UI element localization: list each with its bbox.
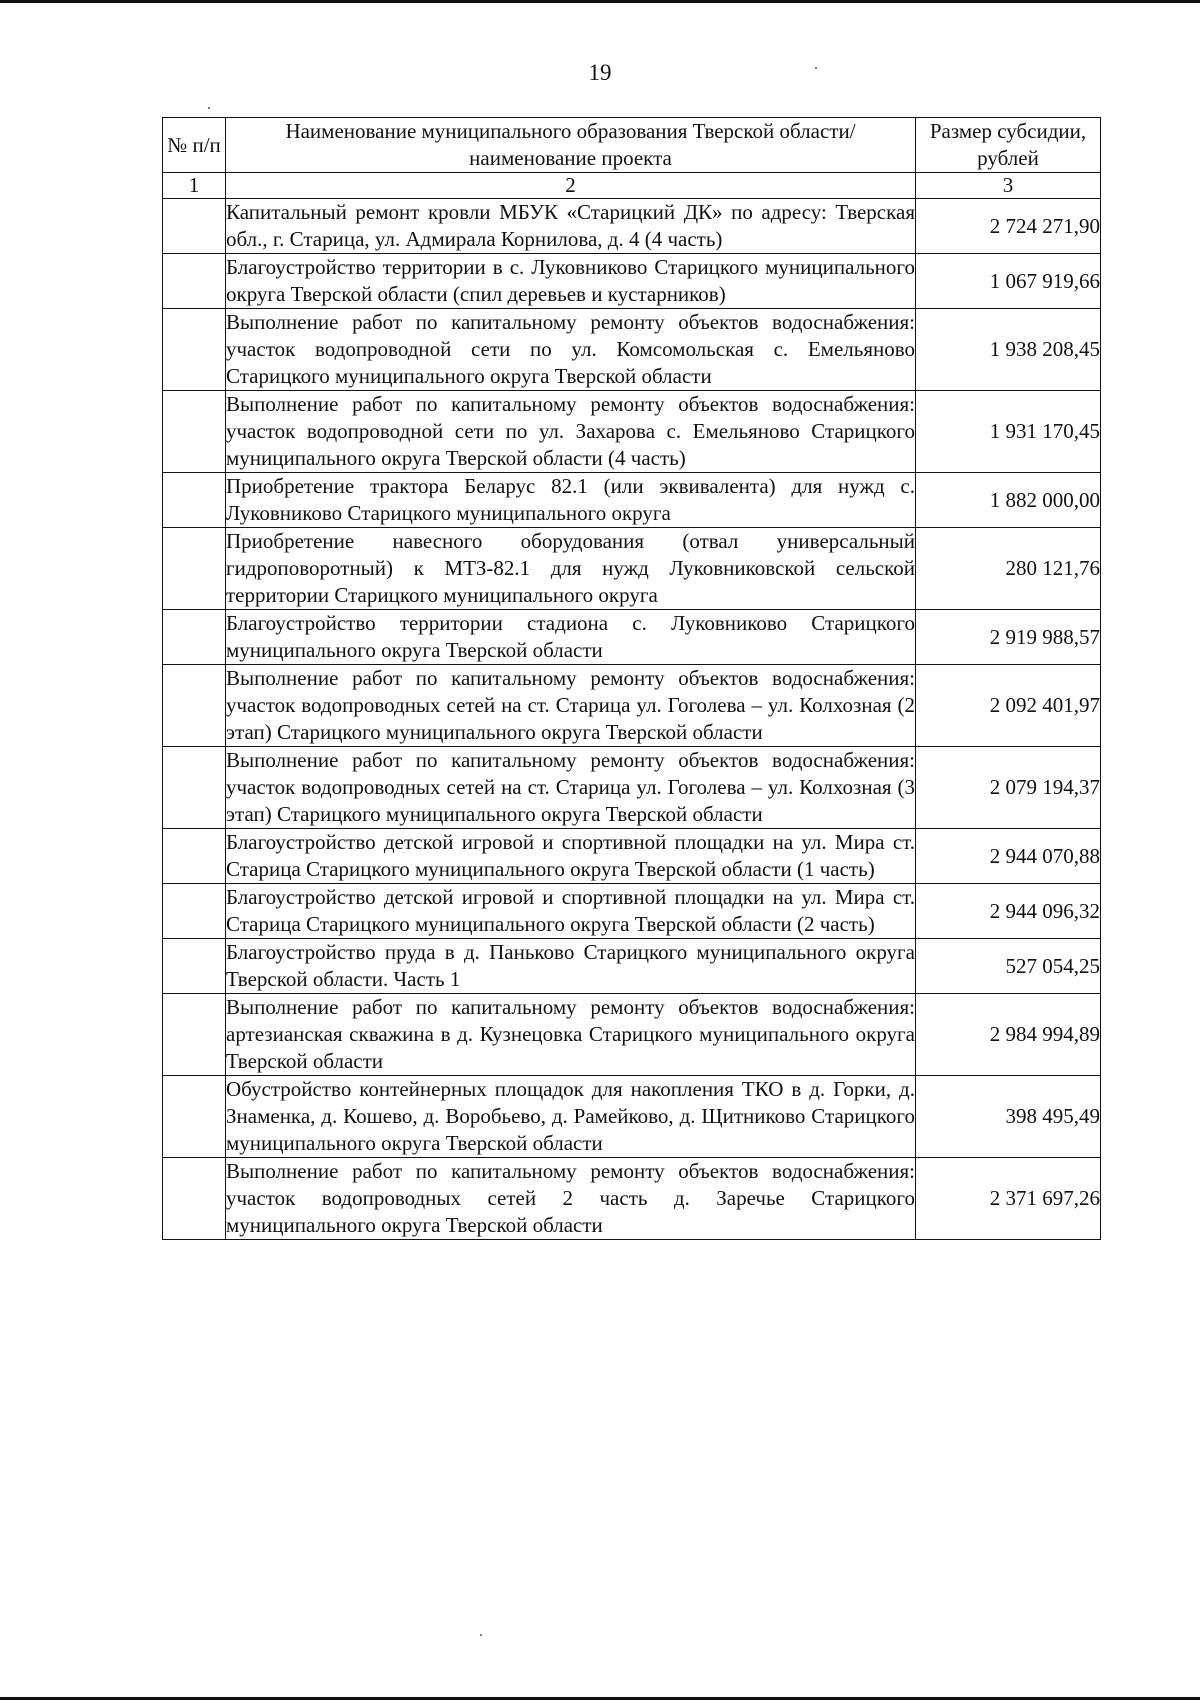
row-number (163, 254, 226, 309)
table-header-row (163, 118, 1101, 173)
row-number (163, 309, 226, 391)
table-row (163, 829, 1101, 884)
row-number (163, 391, 226, 473)
row-number (163, 829, 226, 884)
column-index-row (163, 173, 1101, 199)
column-index: 3 (916, 173, 1101, 199)
header-sum: Размер субсидии, рублей (916, 118, 1101, 173)
table-row (163, 610, 1101, 665)
row-number (163, 528, 226, 610)
project-name: Выполнение работ по капитальному ремонту объектов водоснабжения: артезианская скважина в д. Кузнецовка Старицкого муниципального округа Тверской области (226, 994, 916, 1076)
subsidy-amount: 1 931 170,45 (916, 391, 1101, 473)
table-row (163, 309, 1101, 391)
project-name: Выполнение работ по капитальному ремонту объектов водоснабжения: участок водопроводных сетей на ст. Старица ул. Гоголева – ул. Колхозная (3 этап) Старицкого муниципального округа Тверской области (226, 747, 916, 829)
column-index: 1 (163, 173, 226, 199)
row-number (163, 1158, 226, 1240)
page-border-bottom (0, 1697, 1200, 1700)
subsidy-amount: 1 067 919,66 (916, 254, 1101, 309)
subsidy-amount: 527 054,25 (916, 939, 1101, 994)
project-name: Обустройство контейнерных площадок для накопления ТКО в д. Горки, д. Знаменка, д. Кошево, д. Воробьево, д. Рамейково, д. Щитниково Старицкого муниципального округа Тверской области (226, 1076, 916, 1158)
row-number (163, 665, 226, 747)
scan-speck (480, 1634, 482, 1636)
subsidy-amount: 1 938 208,45 (916, 309, 1101, 391)
project-name: Благоустройство детской игровой и спортивной площадки на ул. Мира ст. Старица Старицкого муниципального округа Тверской области (1 часть) (226, 829, 916, 884)
table-row (163, 939, 1101, 994)
table-row (163, 199, 1101, 254)
subsidy-amount: 398 495,49 (916, 1076, 1101, 1158)
project-name: Капитальный ремонт кровли МБУК «Старицкий ДК» по адресу: Тверская обл., г. Старица, ул. Адмирала Корнилова, д. 4 (4 часть) (226, 199, 916, 254)
table-row (163, 1158, 1101, 1240)
project-name: Выполнение работ по капитальному ремонту объектов водоснабжения: участок водопроводных сетей на ст. Старица ул. Гоголева – ул. Колхозная (2 этап) Старицкого муниципального округа Тверской области (226, 665, 916, 747)
subsidy-amount: 1 882 000,00 (916, 473, 1101, 528)
table-row (163, 884, 1101, 939)
table-row (163, 747, 1101, 829)
subsidy-amount: 2 092 401,97 (916, 665, 1101, 747)
subsidy-amount: 2 944 096,32 (916, 884, 1101, 939)
header-name: Наименование муниципального образования Тверской области/наименование проекта (226, 118, 916, 173)
subsidy-amount: 2 079 194,37 (916, 747, 1101, 829)
project-name: Благоустройство территории в с. Луковниково Старицкого муниципального округа Тверской области (спил деревьев и кустарников) (226, 254, 916, 309)
subsidy-amount: 2 371 697,26 (916, 1158, 1101, 1240)
table-row (163, 391, 1101, 473)
subsidy-amount: 2 919 988,57 (916, 610, 1101, 665)
row-number (163, 939, 226, 994)
table-row (163, 665, 1101, 747)
row-number (163, 884, 226, 939)
project-name: Выполнение работ по капитальному ремонту объектов водоснабжения: участок водопроводных сетей 2 часть д. Заречье Старицкого муниципального округа Тверской области (226, 1158, 916, 1240)
row-number (163, 994, 226, 1076)
page-number: 19 (588, 60, 612, 85)
page-border-top (0, 0, 1200, 3)
table-row (163, 1076, 1101, 1158)
header-number: № п/п (163, 118, 226, 173)
column-index: 2 (226, 173, 916, 199)
subsidy-amount: 2 984 994,89 (916, 994, 1101, 1076)
scan-speck (815, 67, 817, 69)
project-name: Выполнение работ по капитальному ремонту объектов водоснабжения: участок водопроводной сети по ул. Комсомольская с. Емельяново Старицкого муниципального округа Тверской области (226, 309, 916, 391)
row-number (163, 199, 226, 254)
row-number (163, 747, 226, 829)
row-number (163, 610, 226, 665)
subsidy-amount: 2 944 070,88 (916, 829, 1101, 884)
project-name: Благоустройство территории стадиона с. Луковниково Старицкого муниципального округа Тверской области (226, 610, 916, 665)
table-row (163, 473, 1101, 528)
project-name: Благоустройство пруда в д. Паньково Старицкого муниципального округа Тверской области. Часть 1 (226, 939, 916, 994)
row-number (163, 1076, 226, 1158)
row-number (163, 473, 226, 528)
project-name: Приобретение трактора Беларус 82.1 (или эквивалента) для нужд с. Луковниково Старицкого муниципального округа (226, 473, 916, 528)
table-row (163, 994, 1101, 1076)
project-name: Приобретение навесного оборудования (отвал универсальный гидроповоротный) к МТЗ-82.1 для нужд Луковниковской сельской территории Старицкого муниципального округа (226, 528, 916, 610)
subsidy-amount: 280 121,76 (916, 528, 1101, 610)
project-name: Благоустройство детской игровой и спортивной площадки на ул. Мира ст. Старица Старицкого муниципального округа Тверской области (2 часть) (226, 884, 916, 939)
subsidy-table (162, 117, 1101, 1240)
scan-speck (208, 107, 210, 109)
table-row (163, 528, 1101, 610)
table-row (163, 254, 1101, 309)
project-name: Выполнение работ по капитальному ремонту объектов водоснабжения: участок водопроводной сети по ул. Захарова с. Емельяново Старицкого муниципального округа Тверской области (4 часть) (226, 391, 916, 473)
subsidy-amount: 2 724 271,90 (916, 199, 1101, 254)
